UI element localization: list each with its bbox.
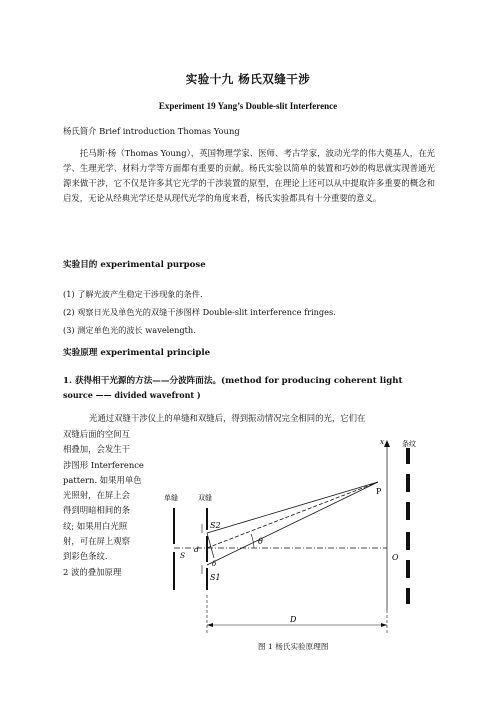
intro-text: 托马斯·杨（Thomas Young），英国物理学家、医师、考古学家，波动光学的伟大奠基人，在光学、生理光学、材料力学等方面都有重要的贡献。杨氏实验以简单的装置和巧妙的构思就实现普通光源来做干涉，它不仅是许多其它光学的干涉装置的原型，在理论上还可以从中提取许多重要的概念和启发，无论从经典光学还是从现代光学的角度来看，杨氏实验都具有十分重要的意义。: [63, 148, 435, 203]
purpose-item-1: (1) 了解光波产生稳定干涉现象的条件.: [63, 289, 203, 299]
label-single-slit: 单缝: [164, 494, 178, 502]
page-subtitle: Experiment 19 Yang’s Double-slit Interference: [158, 101, 338, 111]
section1-intro: 光通过双缝干涉仪上的单缝和双缝后，得到振动情况完全相同的光，它们在: [89, 413, 366, 423]
section1-heading-line2: source —— divided wavefront ): [63, 390, 201, 400]
section1-wrapped-text: [63, 427, 163, 580]
purpose-heading: 实验目的 experimental purpose: [63, 260, 206, 270]
label-o: O: [392, 553, 399, 562]
label-double-slit: 双缝: [198, 494, 212, 502]
wrap-line: 射，可在屏上观察: [63, 536, 130, 547]
x-axis-arrowhead: [384, 440, 390, 447]
fringe: [406, 502, 410, 520]
label-distance: D: [290, 615, 297, 624]
fringe: [406, 474, 410, 492]
purpose-item-2: (2) 观察日光及单色光的双缝干涉图样 Double-slit interference fringes.: [63, 307, 336, 317]
ray-s2-p: [207, 482, 378, 533]
double-slit-diagram: [162, 440, 442, 640]
label-x: x: [380, 440, 384, 446]
wrap-line: 纹; 如果用白光照: [63, 520, 128, 531]
label-s1: S1: [210, 573, 221, 582]
wrap-line: 到彩色条纹.: [63, 551, 108, 562]
fringe: [406, 560, 410, 578]
wrap-line: 双缝后面的空间互: [63, 429, 130, 439]
label-theta: θ: [258, 537, 263, 546]
wrap-line: 得到明暗相间的条: [63, 505, 130, 516]
fringe: [406, 532, 410, 550]
wrap-line: 2 波的叠加原理: [63, 566, 122, 577]
figure-caption: 图 1 杨氏实验原理图: [258, 642, 329, 651]
section1-heading-line1: 1. 获得相干光源的方法——分波阵面法。(method for producing coherent light: [63, 376, 403, 386]
label-s: S: [180, 551, 186, 560]
intro-paragraph: [63, 146, 435, 206]
wrap-line: 相叠加，会发生干: [63, 444, 130, 455]
label-fringes: 条纹: [402, 440, 416, 448]
principle-heading: 实验原理 experimental principle: [63, 348, 211, 358]
fringe: [406, 588, 410, 604]
intro-heading: 杨氏简介 Brief introduction Thomas Young: [63, 126, 240, 136]
label-p: P: [376, 487, 382, 496]
page-title: 实验十九 杨氏双缝干涉: [185, 72, 311, 86]
wrap-line: 光照射，在屏上会: [63, 490, 130, 501]
wrap-line: pattern. 如果用单色: [63, 474, 142, 485]
label-s2: S2: [210, 521, 221, 530]
ray-center-p: [207, 482, 378, 548]
purpose-item-3: (3) 测定单色光的波长 wavelength.: [63, 325, 196, 335]
fringe: [406, 448, 410, 464]
label-delta: δ: [212, 560, 217, 568]
theta-arc: [251, 534, 254, 548]
ray-s1-p: [207, 482, 378, 565]
d-arrow-right: [381, 623, 387, 627]
label-d: d: [194, 545, 199, 554]
d-arrow-left: [207, 623, 213, 627]
wrap-line: 涉图形 Interference: [63, 459, 144, 470]
